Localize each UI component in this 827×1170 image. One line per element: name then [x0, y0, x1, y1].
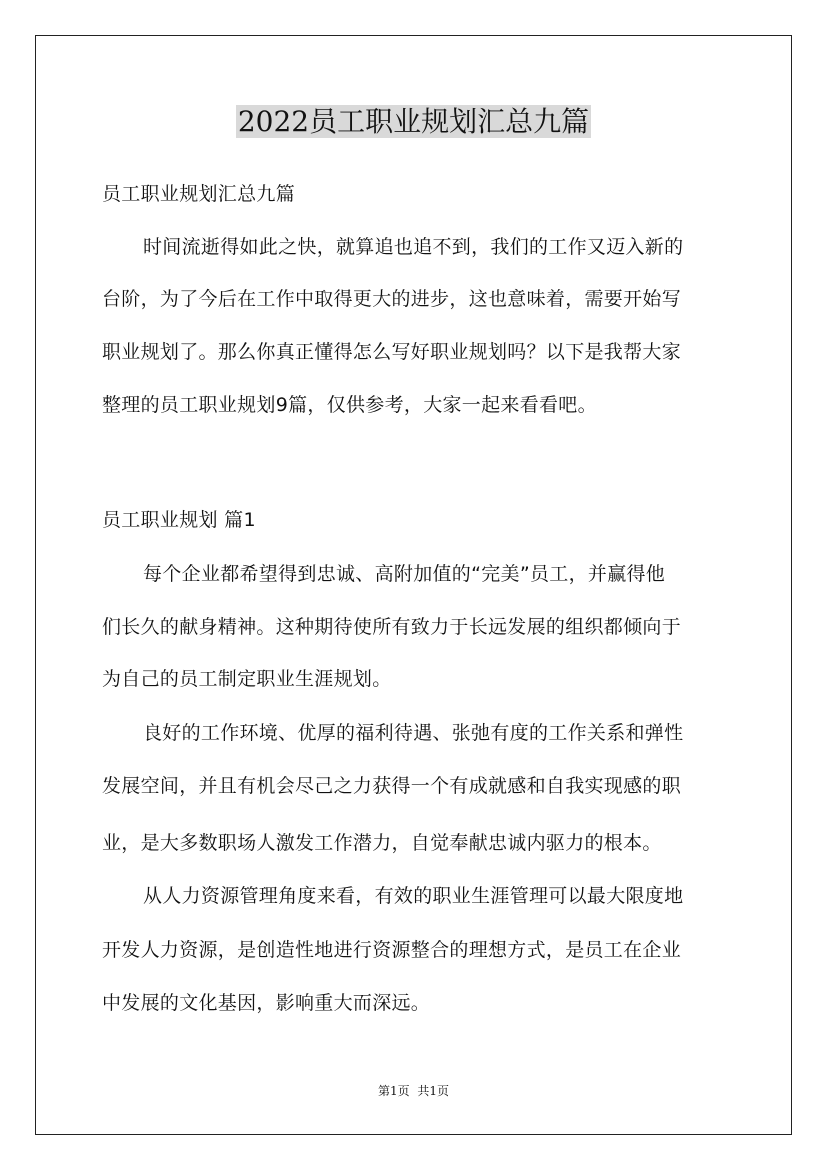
document-subtitle: 员工职业规划汇总九篇: [102, 183, 296, 205]
page-number: 第1页: [377, 1084, 410, 1098]
paragraph2-line-3: 业，是大多数职场人激发工作潜力，自觉奉献忠诚内驱力的根本。: [102, 832, 662, 854]
paragraph3-line-1: 从人力资源管理角度来看，有效的职业生涯管理可以最大限度地: [143, 885, 684, 907]
intro-line-4: 整理的员工职业规划9篇，仅供参考，大家一起来看看吧。: [102, 394, 597, 416]
intro-line-1: 时间流逝得如此之快，就算追也追不到，我们的工作又迈入新的: [143, 236, 684, 258]
paragraph1-line-2: 们长久的献身精神。这种期待使所有致力于长远发展的组织都倾向于: [102, 616, 682, 638]
paragraph1-line-3: 为自己的员工制定职业生涯规划。: [102, 668, 392, 690]
paragraph2-line-2: 发展空间，并且有机会尽己之力获得一个有成就感和自我实现感的职: [102, 775, 682, 797]
intro-line-2: 台阶，为了今后在工作中取得更大的进步，这也意味着，需要开始写: [102, 288, 682, 310]
page-footer: [0, 1082, 827, 1100]
page-total: 共1页: [417, 1084, 450, 1098]
section-heading: 员工职业规划 篇1: [102, 509, 256, 531]
paragraph3-line-2: 开发人力资源，是创造性地进行资源整合的理想方式，是员工在企业: [102, 939, 682, 961]
intro-line-3: 职业规划了。那么你真正懂得怎么写好职业规划吗？以下是我帮大家: [102, 341, 682, 363]
document-title: 2022员工职业规划汇总九篇: [237, 105, 590, 138]
paragraph2-line-1: 良好的工作环境、优厚的福利待遇、张弛有度的工作关系和弹性: [143, 722, 684, 744]
paragraph3-line-3: 中发展的文化基因，影响重大而深远。: [102, 992, 431, 1014]
paragraph1-line-1: 每个企业都希望得到忠诚、高附加值的“完美”员工，并赢得他: [143, 563, 666, 585]
